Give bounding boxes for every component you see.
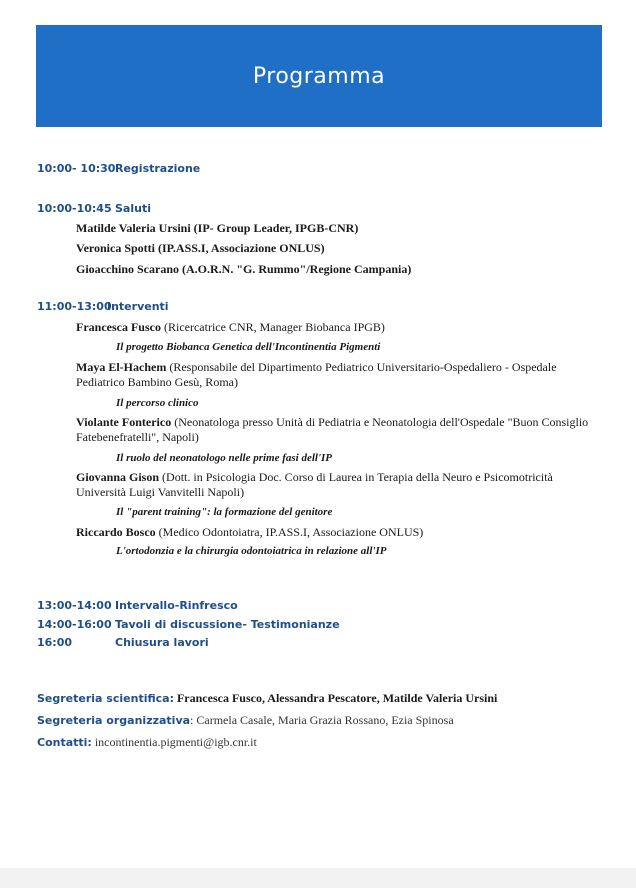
intervento-talk: Il progetto Biobanca Genetica dell'Incontinentia Pigmenti <box>116 341 381 353</box>
schedule-row-tavoli <box>37 618 340 631</box>
contact-email[interactable]: incontinentia.pigmenti@igb.cnr.it <box>91 735 257 749</box>
saluti-speaker: Veronica Spotti (IP.ASS.I, Associazione ONLUS) <box>76 241 325 255</box>
footer-label: Segreteria organizzativa <box>37 714 191 727</box>
session-label: Tavoli di discussione- Testimonianze <box>115 618 340 631</box>
schedule-row-registrazione <box>37 162 200 175</box>
intervento-speaker: Violante Fonterico (Neonatologa presso Unità di Pediatria e Neonatologia dell'Ospedale "Buon Consiglio Fatebenefratelli", Napoli) <box>76 415 589 444</box>
contatti <box>37 735 257 750</box>
intervento-talk: Il percorso clinico <box>116 397 199 409</box>
session-label: Chiusura lavori <box>115 636 209 649</box>
time-label: 16:00 <box>37 636 73 649</box>
page-title: Programma <box>252 63 386 89</box>
session-label: Interventi <box>107 300 169 313</box>
intervento-speaker: Francesca Fusco (Ricercatrice CNR, Manager Biobanca IPGB) <box>76 320 385 334</box>
intervento-talk: L'ortodonzia e la chirurgia odontoiatrica in relazione all'IP <box>116 545 387 557</box>
schedule-row-chiusura <box>37 636 209 649</box>
intervento-speaker: Giovanna Gison (Dott. in Psicologia Doc. Corso di Laurea in Terapia della Neuro e Psicomotricità Università Luigi Vanvitelli Napoli) <box>76 470 553 499</box>
segreteria-scientifica <box>37 691 497 706</box>
segreteria-organizzativa: Segreteria organizzativa: Carmela Casale, Maria Grazia Rossano, Ezia Spinosa <box>37 713 454 727</box>
footer-value: Carmela Casale, Maria Grazia Rossano, Ezia Spinosa <box>193 713 454 727</box>
saluti-speaker: Matilde Valeria Ursini (IP- Group Leader, IPGB-CNR) <box>76 221 359 235</box>
page-bottom-edge <box>0 868 636 888</box>
schedule-row-intervallo <box>37 599 238 612</box>
time-label: 11:00-13:00 <box>37 300 112 313</box>
session-label: Registrazione <box>115 162 201 175</box>
intervento-talk: Il ruolo del neonatologo nelle prime fasi dell'IP <box>116 452 333 464</box>
intervento-talk: Il "parent training": la formazione del genitore <box>116 506 333 518</box>
time-label: 10:00-10:45 <box>37 202 112 215</box>
time-label: 10:00- 10:30 <box>37 162 116 175</box>
footer-label: Contatti: <box>37 736 92 749</box>
schedule-row-interventi <box>37 300 169 313</box>
schedule-row-saluti <box>37 202 151 215</box>
intervento-speaker: Riccardo Bosco (Medico Odontoiatra, IP.ASS.I, Associazione ONLUS) <box>76 525 424 539</box>
session-label: Intervallo-Rinfresco <box>115 599 238 612</box>
intervento-speaker: Maya El-Hachem (Responsabile del Dipartimento Pediatrico Universitario-Ospedaliero - Ospedale Pediatrico Bambino Gesù, Roma) <box>76 360 557 389</box>
title-banner <box>36 25 602 127</box>
time-label: 13:00-14:00 <box>37 599 112 612</box>
footer-label: Segreteria scientifica: <box>37 692 174 705</box>
saluti-speaker: Gioacchino Scarano (A.O.R.N. "G. Rummo"/Regione Campania) <box>76 262 412 276</box>
footer-value: Francesca Fusco, Alessandra Pescatore, Matilde Valeria Ursini <box>173 691 498 705</box>
session-label: Saluti <box>115 202 151 215</box>
time-label: 14:00-16:00 <box>37 618 112 631</box>
